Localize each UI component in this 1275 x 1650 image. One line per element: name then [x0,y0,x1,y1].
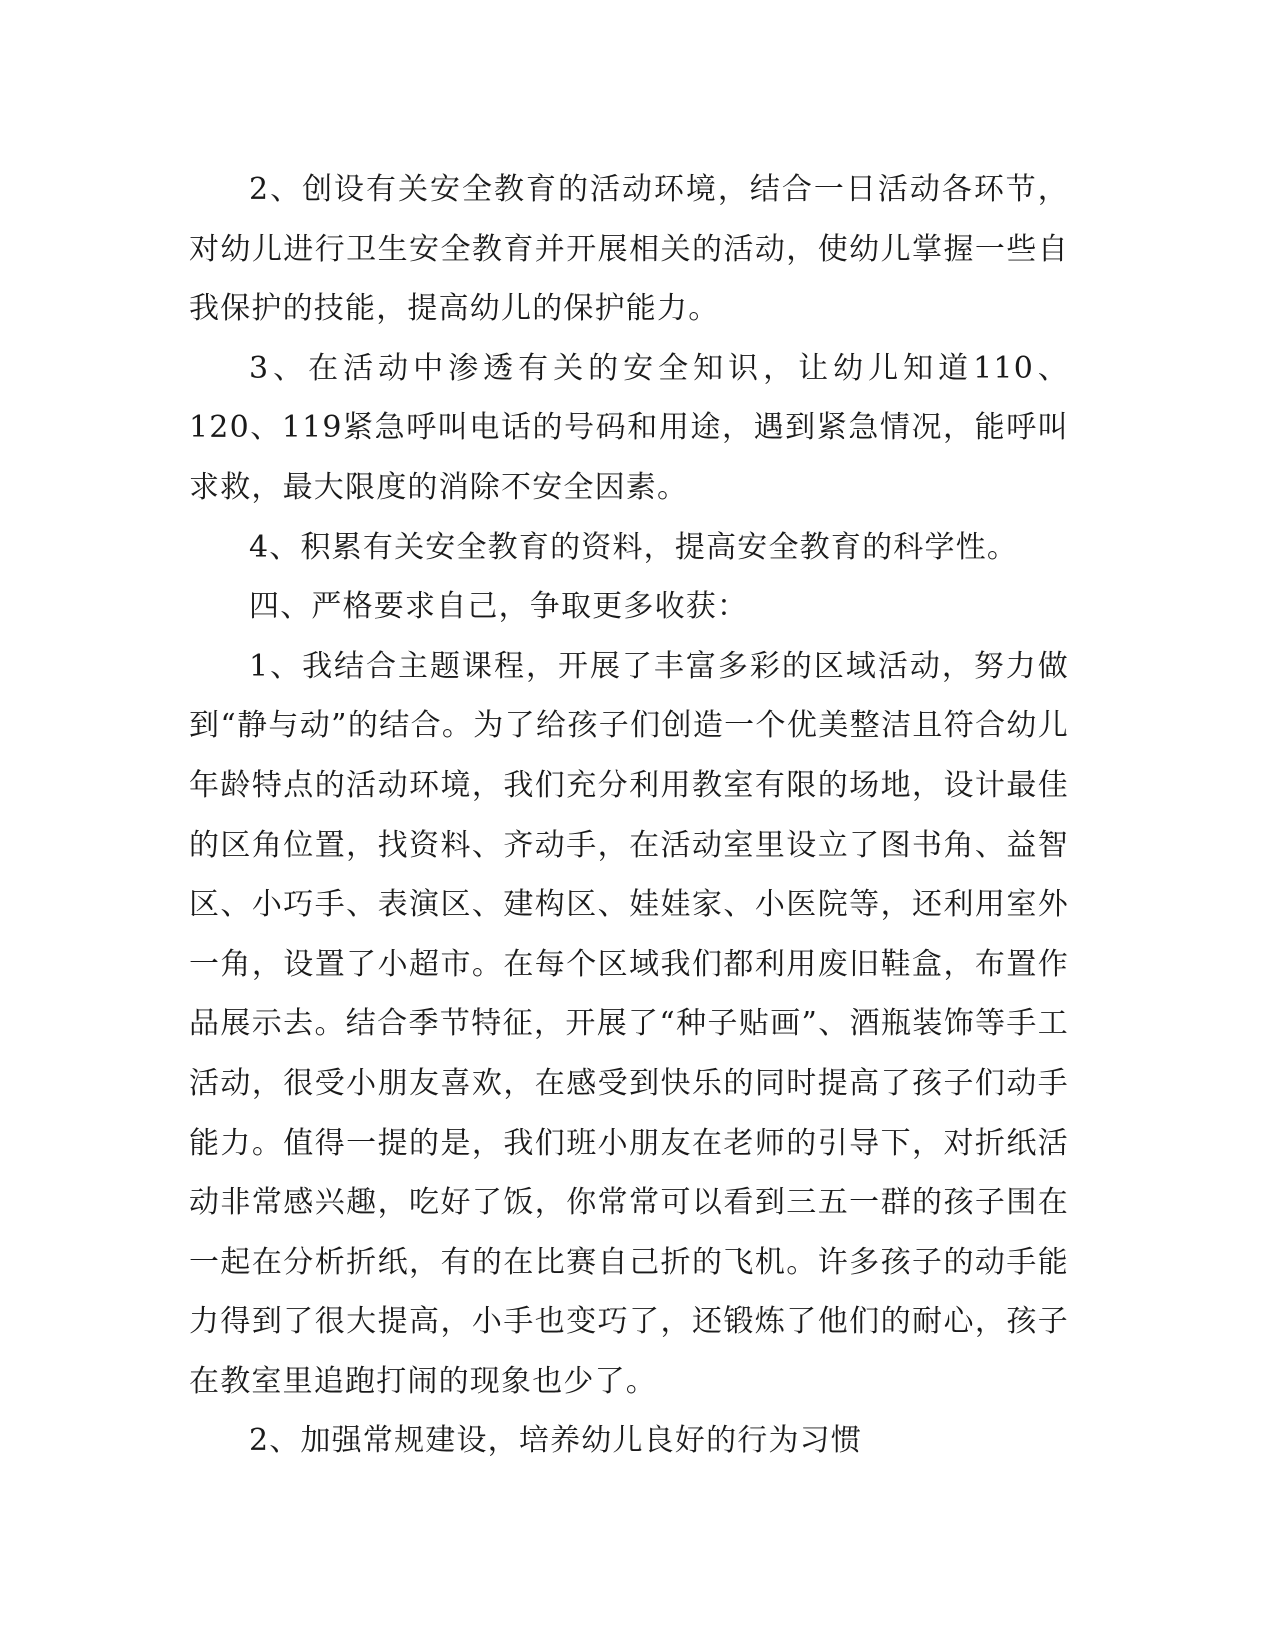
section-heading: 四、严格要求自己，争取更多收获： [249,589,749,625]
paragraph: 4、积累有关安全教育的资料，提高安全教育的科学性。 [249,529,1019,565]
paragraph: 2、加强常规建设，培养幼儿良好的行为习惯 [249,1423,863,1459]
paragraph: 2、创设有关安全教育的活动环境，结合一日活动各环节，对幼儿进行卫生安全教育并开展相关的活动，使幼儿掌握一些自我保护的技能，提高幼儿的保护能力。 [189,172,1069,327]
document-body [189,160,1069,1471]
paragraph: 1、我结合主题课程，开展了丰富多彩的区域活动，努力做到“静与动”的结合。为了给孩子们创造一个优美整洁且符合幼儿年龄特点的活动环境，我们充分利用教室有限的场地，设计最佳的区角位置，找资料、齐动手，在活动室里设立了图书角、益智区、小巧手、表演区、建构区、娃娃家、小医院等，还利用室外一角，设置了小超市。在每个区域我们都利用废旧鞋盒，布置作品展示去。结合季节特征，开展了“种子贴画”、酒瓶装饰等手工活动，很受小朋友喜欢，在感受到快乐的同时提高了孩子们动手能力。值得一提的是，我们班小朋友在老师的引导下，对折纸活动非常感兴趣，吃好了饭，你常常可以看到三五一群的孩子围在一起在分析折纸，有的在比赛自己折的飞机。许多孩子的动手能力得到了很大提高，小手也变巧了，还锻炼了他们的耐心，孩子在教室里追跑打闹的现象也少了。 [189,648,1069,1399]
paragraph: 3、在活动中渗透有关的安全知识，让幼儿知道110、120、119紧急呼叫电话的号码和用途，遇到紧急情况，能呼叫求救，最大限度的消除不安全因素。 [189,350,1069,505]
